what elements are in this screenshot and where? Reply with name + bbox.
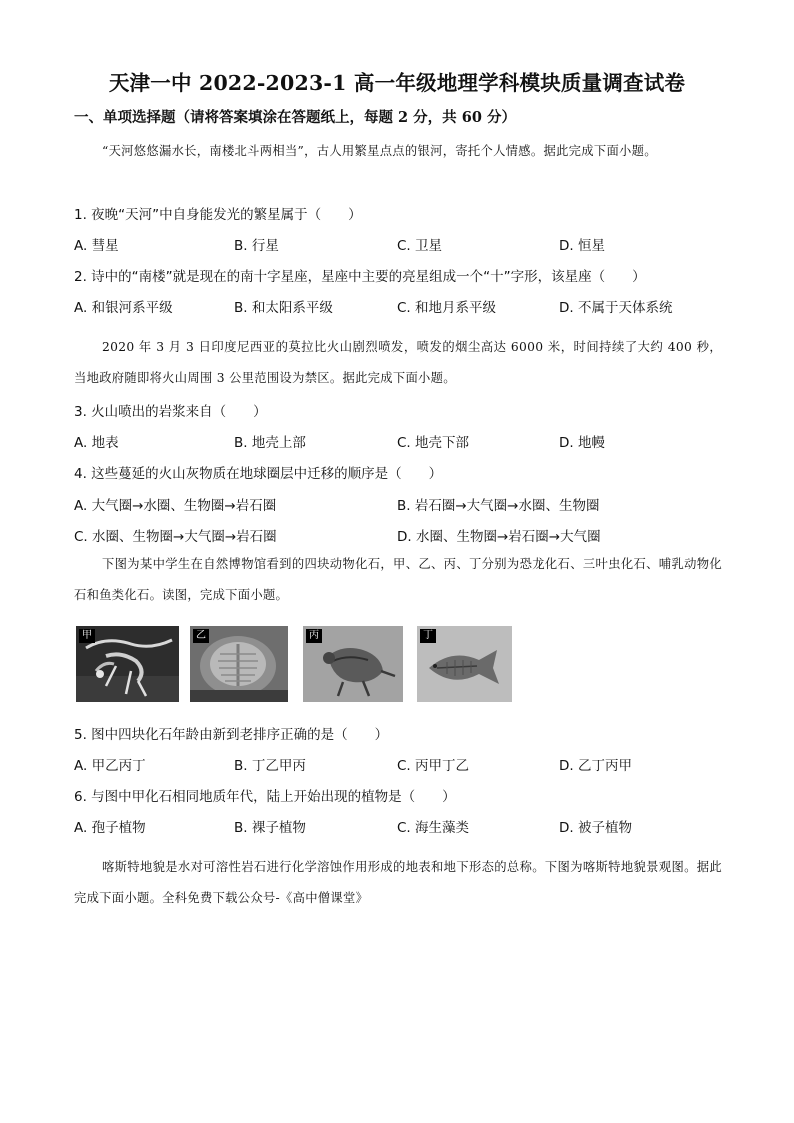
q1-option-a[interactable]: A. 彗星 xyxy=(74,238,119,254)
fossil-image-yi xyxy=(190,626,288,702)
passage-3: 下图为某中学生在自然博物馆看到的四块动物化石，甲、乙、丙、丁分别为恐龙化石、三叶虫化石、哺乳动物化石和鱼类化石。读图，完成下面小题。 xyxy=(74,557,722,602)
q5-option-b[interactable]: B. 丁乙甲丙 xyxy=(234,758,306,774)
question-5-stem: 5. 图中四块化石年龄由新到老排序正确的是（ ） xyxy=(74,727,389,743)
q4-option-b[interactable]: B. 岩石圈→大气圈→水圈、生物圈 xyxy=(397,498,600,514)
q5-option-a[interactable]: A. 甲乙丙丁 xyxy=(74,758,146,774)
question-3-stem: 3. 火山喷出的岩浆来自（ ） xyxy=(74,404,267,420)
fossil-image-bing xyxy=(303,626,403,702)
q2-option-c[interactable]: C. 和地月系平级 xyxy=(397,300,497,316)
q4-option-c[interactable]: C. 水圈、生物圈→大气圈→岩石圈 xyxy=(74,529,277,545)
q2-option-a[interactable]: A. 和银河系平级 xyxy=(74,300,173,316)
question-4-stem: 4. 这些蔓延的火山灰物质在地球圈层中迁移的顺序是（ ） xyxy=(74,466,443,482)
fossil-label-ding: 丁 xyxy=(420,629,436,643)
q1-option-c[interactable]: C. 卫星 xyxy=(397,238,443,254)
passage-1: “天河悠悠漏水长，南楼北斗两相当”，古人用繁星点点的银河，寄托个人情感。据此完成下面小题。 xyxy=(102,144,657,158)
question-6-stem: 6. 与图中甲化石相同地质年代，陆上开始出现的植物是（ ） xyxy=(74,789,456,805)
q3-option-c[interactable]: C. 地壳下部 xyxy=(397,435,470,451)
q1-option-b[interactable]: B. 行星 xyxy=(234,238,279,254)
q6-option-b[interactable]: B. 裸子植物 xyxy=(234,820,306,836)
q6-option-a[interactable]: A. 孢子植物 xyxy=(74,820,146,836)
question-2-stem: 2. 诗中的“南楼”就是现在的南十字星座，星座中主要的亮星组成一个“十”字形，该星座（ ） xyxy=(74,269,646,285)
q2-option-b[interactable]: B. 和太阳系平级 xyxy=(234,300,333,316)
page-title: 天津一中 2022-2023-1 高一年级地理学科模块质量调查试卷 xyxy=(108,71,686,95)
question-1-stem: 1. 夜晚“天河”中自身能发光的繁星属于（ ） xyxy=(74,207,362,223)
fossil-image-jia xyxy=(76,626,179,702)
q5-option-d[interactable]: D. 乙丁丙甲 xyxy=(559,758,632,774)
q2-option-d[interactable]: D. 不属于天体系统 xyxy=(559,300,673,316)
passage-4: 喀斯特地貌是水对可溶性岩石进行化学溶蚀作用形成的地表和地下形态的总称。下图为喀斯特地貌景观图。据此完成下面小题。全科免费下载公众号-《高中僧课堂》 xyxy=(74,860,722,905)
fossil-image-ding xyxy=(417,626,512,702)
fossil-label-yi: 乙 xyxy=(193,629,209,643)
fossil-label-bing: 丙 xyxy=(306,629,322,643)
q1-option-d[interactable]: D. 恒星 xyxy=(559,238,605,254)
q3-option-a[interactable]: A. 地表 xyxy=(74,435,119,451)
q6-option-d[interactable]: D. 被子植物 xyxy=(559,820,632,836)
passage-2: 2020 年 3 月 3 日印度尼西亚的莫拉比火山剧烈喷发，喷发的烟尘高达 6000 米，时间持续了大约 400 秒，当地政府随即将火山周围 3 公里范围设为禁区。据此完成下面小题。 xyxy=(74,340,722,385)
q4-option-a[interactable]: A. 大气圈→水圈、生物圈→岩石圈 xyxy=(74,498,277,514)
q5-option-c[interactable]: C. 丙甲丁乙 xyxy=(397,758,470,774)
q6-option-c[interactable]: C. 海生藻类 xyxy=(397,820,470,836)
section-heading: 一、单项选择题（请将答案填涂在答题纸上，每题 2 分，共 60 分） xyxy=(74,109,516,126)
q3-option-d[interactable]: D. 地幔 xyxy=(559,435,605,451)
q4-option-d[interactable]: D. 水圈、生物圈→岩石圈→大气圈 xyxy=(397,529,601,545)
fossil-label-jia: 甲 xyxy=(79,629,95,643)
q3-option-b[interactable]: B. 地壳上部 xyxy=(234,435,306,451)
